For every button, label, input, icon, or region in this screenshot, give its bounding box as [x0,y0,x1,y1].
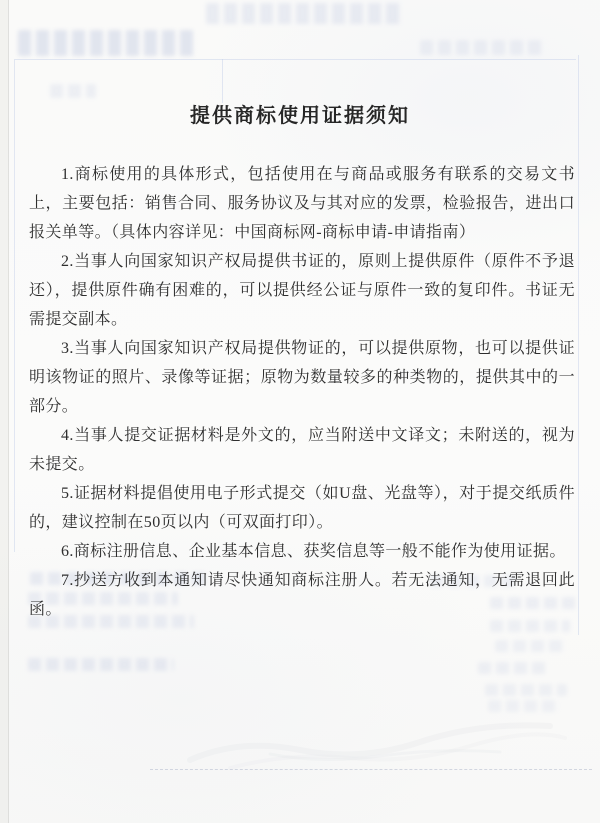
paragraph-7: 7.抄送方收到本通知请尽快通知商标注册人。若无法通知，无需退回此函。 [29,572,575,618]
paragraph-6: 6.商标注册信息、企业基本信息、获奖信息等一般不能作为使用证据。 [61,543,566,560]
bleedthrough-top-right [420,40,546,55]
bleedthrough-rule-vertical [222,59,223,103]
paper-crease-artifact [170,708,570,778]
paragraph-3: 3.当事人向国家知识产权局提供物证的，可以提供原物，也可以提供证明该物证的照片、录像等证据；原物为数量较多的种类物的，提供其中的一部分。 [29,340,575,415]
bleedthrough-rule-vertical [14,60,15,552]
bleedthrough-row [495,640,565,652]
bleedthrough-row [28,658,174,671]
paragraph-1: 1.商标使用的具体形式，包括使用在与商品或服务有联系的交易文书上，主要包括：销售合同、服务协议及与其对应的发票，检验报告，进出口报关单等。（具体内容详见：中国商标网-商标申请-申请指南） [29,166,575,241]
paragraph-4: 4.当事人提交证据材料是外文的，应当附送中文译文；未附送的，视为未提交。 [29,427,575,473]
bleedthrough-top-center [206,3,402,24]
bleedthrough-row [485,684,567,696]
scan-dashed-line [150,769,592,770]
paragraph-5: 5.证据材料提倡使用电子形式提交（如U盘、光盘等），对于提交纸质件的，建议控制在50页以内（可双面打印）。 [29,485,575,531]
bleedthrough-row [488,700,560,712]
bleedthrough-header-block [18,30,194,56]
bleedthrough-rule-vertical [578,55,579,635]
bleedthrough-row [478,662,546,674]
bleedthrough-rule-horizontal [14,59,576,60]
bleedthrough-mark-left [50,84,96,98]
document-body [29,160,575,624]
document-title: 提供商标使用证据须知 [190,105,410,127]
paragraph-2: 2.当事人向国家知识产权局提供书证的，原则上提供原件（原件不予退还），提供原件确有困难的，可以提供经公证与原件一致的复印件。书证无需提交副本。 [29,253,575,328]
